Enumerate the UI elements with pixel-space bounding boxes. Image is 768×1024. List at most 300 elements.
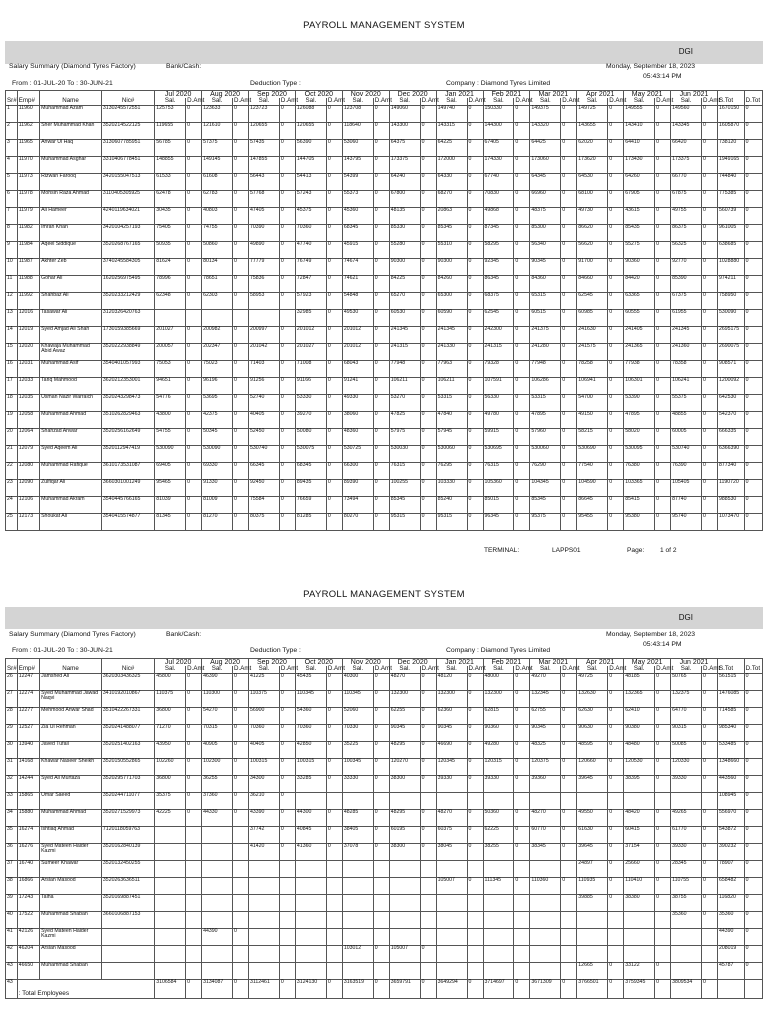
page-value: 1 of 2: [660, 547, 677, 554]
emp-cell: 12058: [17, 411, 39, 428]
deduction-cell: [186, 911, 202, 928]
deduction-cell: 0: [186, 190, 202, 207]
deduction-cell: 0: [608, 479, 624, 496]
salary-cell: [342, 911, 373, 928]
salary-cell: 144300: [483, 122, 514, 139]
name-cell: Muhammad Azam: [40, 105, 102, 122]
deduction-cell: 0: [561, 241, 577, 258]
report-time: 05:43:14 PM: [643, 73, 682, 80]
table-row: [6, 479, 763, 496]
salary-cell: 49280: [483, 741, 514, 758]
deduction-cell: 0: [655, 394, 671, 411]
sal-header: Sal.: [530, 666, 561, 673]
salary-cell: 241345: [436, 326, 467, 343]
sr-cell: 3: [6, 139, 18, 156]
table-row: [6, 428, 763, 445]
salary-cell: 530060: [530, 445, 561, 462]
deduction-total-cell: 0: [744, 224, 762, 241]
salary-cell: [295, 860, 326, 877]
salary-cell: 149375: [530, 105, 561, 122]
salary-cell: 143795: [342, 156, 373, 173]
deduction-total-cell: 0: [655, 979, 671, 998]
table-row: [6, 496, 763, 513]
salary-cell: 241330: [436, 343, 467, 360]
deduction-cell: 0: [608, 173, 624, 190]
deduction-cell: 0: [514, 826, 530, 843]
month-header: Jun 2021: [671, 91, 718, 99]
deduction-cell: [420, 962, 436, 979]
salary-cell: 54700: [577, 394, 608, 411]
name-cell: Sher Muhammad Khan: [40, 122, 102, 139]
salary-cell: 53060: [342, 139, 373, 156]
total-employees-label: : Total Employees: [17, 979, 155, 998]
deduction-cell: [467, 945, 483, 962]
salary-cell: [342, 928, 373, 945]
nic-cell: 3420104257193: [101, 224, 154, 241]
salary-cell: 120315: [483, 758, 514, 775]
deduction-total-cell: 0: [373, 979, 389, 998]
deduction-cell: 0: [467, 156, 483, 173]
deduction-cell: 0: [655, 360, 671, 377]
salary-cell: 58295: [483, 241, 514, 258]
salary-cell: [155, 309, 186, 326]
deduction-cell: 0: [420, 411, 436, 428]
salary-cell: 48120: [436, 673, 467, 690]
nic-cell: 3520162840139: [101, 843, 154, 860]
deduction-cell: 0: [233, 411, 249, 428]
deduction-total-cell: 0: [514, 979, 530, 998]
deduction-cell: 0: [420, 343, 436, 360]
deduction-cell: 0: [655, 258, 671, 275]
salary-cell: 80375: [249, 513, 280, 530]
deduction-cell: 0: [420, 224, 436, 241]
deduction-cell: 0: [655, 275, 671, 292]
salary-cell: 28345: [671, 860, 702, 877]
deduction-cell: 0: [233, 741, 249, 758]
salary-cell: 53315: [436, 394, 467, 411]
deduction-cell: 0: [373, 775, 389, 792]
salary-cell: 42375: [202, 411, 233, 428]
salary-cell: 39330: [671, 843, 702, 860]
salary-cell: 241345: [389, 326, 420, 343]
emp-cell: 12079: [17, 445, 39, 462]
salary-cell: 37078: [342, 843, 373, 860]
deduction-cell: 0: [233, 292, 249, 309]
salary-cell: 61955: [671, 309, 702, 326]
deduction-cell: [186, 309, 202, 326]
deduction-cell: 0: [233, 122, 249, 139]
nic-cell: 3740245584305: [101, 258, 154, 275]
deduction-total-cell: 0: [744, 241, 762, 258]
deduction-cell: 0: [467, 707, 483, 724]
deduction-total-cell: 0: [744, 928, 762, 945]
salary-cell: 47895: [530, 411, 561, 428]
salary-cell: 144705: [295, 156, 326, 173]
deduction-cell: 0: [514, 843, 530, 860]
name-cell: Umar Saeed: [40, 792, 102, 809]
deduction-cell: 0: [467, 292, 483, 309]
salary-cell: 530740: [671, 445, 702, 462]
salary-cell: 57945: [436, 428, 467, 445]
salary-cell: [530, 894, 561, 911]
deduction-cell: [702, 928, 718, 945]
sr-cell: 4: [6, 156, 18, 173]
salary-total-cell: 116820: [717, 894, 744, 911]
deduction-cell: [326, 860, 342, 877]
sal-header: Sal.: [295, 98, 326, 105]
salary-cell: [249, 309, 280, 326]
sr-cell: 29: [6, 724, 18, 741]
deduction-cell: 0: [608, 139, 624, 156]
deduction-cell: 0: [373, 173, 389, 190]
salary-cell: 56330: [483, 394, 514, 411]
deduction-cell: 0: [467, 360, 483, 377]
deduction-cell: 0: [514, 309, 530, 326]
salary-cell: 49890: [249, 241, 280, 258]
deduction-cell: 0: [561, 826, 577, 843]
salary-cell: 241405: [624, 326, 655, 343]
salary-cell: 132300: [436, 690, 467, 707]
total-count: 43: [6, 979, 18, 998]
deduction-cell: 0: [561, 377, 577, 394]
salary-cell: [295, 792, 326, 809]
deduction-cell: 0: [655, 462, 671, 479]
salary-cell: 102300: [202, 758, 233, 775]
deduction-cell: 0: [233, 428, 249, 445]
nic-cell: 3520214522125: [101, 122, 154, 139]
deduction-total-cell: 0: [744, 741, 762, 758]
deduction-cell: 0: [608, 428, 624, 445]
salary-cell: 172000: [436, 156, 467, 173]
salary-cell: 62630: [577, 707, 608, 724]
emp-header: Emp#: [17, 666, 39, 673]
deduction-cell: 0: [561, 343, 577, 360]
deduction-cell: [233, 894, 249, 911]
salary-cell: [389, 792, 420, 809]
salary-cell: 62225: [483, 826, 514, 843]
deduction-cell: 0: [514, 207, 530, 224]
salary-total-cell: 1476085: [717, 690, 744, 707]
deduction-cell: 0: [373, 105, 389, 122]
salary-cell: [671, 962, 702, 979]
salary-cell: 530090: [155, 445, 186, 462]
deduction-cell: 0: [279, 105, 295, 122]
deduction-cell: 0: [186, 105, 202, 122]
deduction-cell: 0: [702, 826, 718, 843]
salary-cell: 47405: [249, 207, 280, 224]
nic-cell: 3520295771703: [101, 775, 154, 792]
salary-cell: 47740: [295, 241, 326, 258]
deduction-cell: 0: [702, 707, 718, 724]
salary-cell: [155, 962, 186, 979]
name-cell: Zulfiqar Ali: [40, 479, 102, 496]
name-cell: Ishtiaq Ahmad: [40, 826, 102, 843]
salary-cell: [483, 792, 514, 809]
salary-cell: 76380: [624, 462, 655, 479]
deduction-cell: 0: [702, 292, 718, 309]
salary-cell: 149145: [202, 156, 233, 173]
deduction-cell: 0: [420, 377, 436, 394]
deduction-cell: 0: [467, 445, 483, 462]
deduction-cell: 0: [420, 292, 436, 309]
salary-cell: 54399: [342, 173, 373, 190]
deduction-total-cell: 0: [744, 139, 762, 156]
salary-cell: 89435: [295, 479, 326, 496]
company-code: DGI: [678, 47, 693, 56]
salary-cell: 57243: [295, 190, 326, 207]
deduction-total-cell: 0: [744, 724, 762, 741]
deduction-cell: 0: [655, 411, 671, 428]
salary-cell: [671, 945, 702, 962]
deduction-cell: [186, 928, 202, 945]
nic-cell: 3520150552865: [101, 758, 154, 775]
salary-cell: [202, 826, 233, 843]
deduction-cell: 0: [467, 428, 483, 445]
deduction-cell: 0: [514, 258, 530, 275]
emp-cell: 16276: [17, 843, 39, 860]
salary-total-cell: 533485: [717, 741, 744, 758]
deduction-cell: 0: [702, 843, 718, 860]
sr-cell: 21: [6, 445, 18, 462]
salary-cell: 111345: [483, 877, 514, 894]
salary-cell: [624, 928, 655, 945]
deduction-cell: 0: [608, 377, 624, 394]
emp-cell: 12173: [17, 513, 39, 530]
salary-cell: 132375: [671, 690, 702, 707]
deduction-cell: 0: [233, 462, 249, 479]
damt-header: D.Amt: [327, 665, 346, 673]
name-cell: Muhammad Ahmad: [40, 411, 102, 428]
salary-cell: [483, 894, 514, 911]
deduction-cell: [279, 860, 295, 877]
salary-cell: 54360: [295, 707, 326, 724]
deduction-cell: 0: [279, 241, 295, 258]
salary-cell: 95315: [436, 513, 467, 530]
salary-cell: 173375: [389, 156, 420, 173]
salary-cell: 90345: [436, 724, 467, 741]
deduction-total-cell: 0: [744, 326, 762, 343]
salary-cell: 49780: [483, 411, 514, 428]
deduction-cell: 0: [655, 809, 671, 826]
salary-total-cell: 877340: [717, 462, 744, 479]
deduction-cell: 0: [514, 462, 530, 479]
salary-cell: 110375: [155, 690, 186, 707]
sr-cell: 31: [6, 758, 18, 775]
deduction-cell: 0: [326, 360, 342, 377]
salary-cell: 84225: [389, 275, 420, 292]
deduction-cell: 0: [326, 241, 342, 258]
deduction-cell: 0: [420, 428, 436, 445]
deduction-cell: 0: [514, 428, 530, 445]
deduction-cell: 0: [561, 843, 577, 860]
salary-total-cell: 390232: [717, 843, 744, 860]
sr-cell: 2: [6, 122, 18, 139]
sal-header: Sal.: [155, 98, 186, 105]
sal-header: Sal.: [295, 666, 326, 673]
salary-cell: 60590: [436, 309, 467, 326]
deduction-cell: 0: [608, 275, 624, 292]
salary-cell: [436, 894, 467, 911]
damt-header: D.Amt: [374, 97, 392, 105]
table-row: [6, 360, 763, 377]
deduction-cell: [373, 911, 389, 928]
salary-cell: 49730: [577, 207, 608, 224]
salary-cell: 76295: [436, 462, 467, 479]
report-date: Monday, September 18, 2023: [606, 631, 696, 638]
company-label: Company : Diamond Tyres Limited: [446, 647, 551, 654]
nic-cell: 3310406778451: [101, 156, 154, 173]
salary-cell: 54776: [155, 394, 186, 411]
deduction-cell: 0: [608, 105, 624, 122]
name-cell: Arslan Masood: [40, 945, 102, 962]
deduction-cell: [702, 945, 718, 962]
deduction-total-cell: 0: [744, 843, 762, 860]
deduction-cell: [373, 792, 389, 809]
salary-cell: 75053: [155, 360, 186, 377]
salary-cell: 123723: [249, 105, 280, 122]
emp-cell: 12090: [17, 479, 39, 496]
salary-cell: 150330: [483, 105, 514, 122]
salary-cell: [202, 843, 233, 860]
nic-cell: 3520222938849: [101, 343, 154, 360]
deduction-cell: 0: [233, 792, 249, 809]
salary-cell: 81345: [155, 513, 186, 530]
table-row: [6, 690, 763, 707]
deduction-cell: 0: [326, 326, 342, 343]
deduction-cell: 0: [279, 122, 295, 139]
deduction-cell: [279, 928, 295, 945]
salary-cell: 76659: [295, 496, 326, 513]
deduction-cell: [514, 928, 530, 945]
emp-cell: 12016: [17, 309, 39, 326]
salary-cell: 61533: [155, 173, 186, 190]
table-row: [6, 741, 763, 758]
salary-cell: 70360: [295, 724, 326, 741]
sr-cell: 22: [6, 462, 18, 479]
deduction-cell: 0: [233, 326, 249, 343]
month-header: Aug 2020: [202, 659, 249, 667]
bank-cash-label: Bank/Cash:: [166, 631, 202, 638]
deduction-cell: 0: [702, 139, 718, 156]
sr-cell: 19: [6, 411, 18, 428]
deduction-cell: 0: [702, 275, 718, 292]
salary-cell: 55375: [671, 394, 702, 411]
salary-cell: 530695: [483, 445, 514, 462]
deduction-cell: [326, 877, 342, 894]
salary-cell: [155, 894, 186, 911]
salary-cell: 48360: [342, 428, 373, 445]
month-header: Nov 2020: [342, 91, 389, 99]
name-cell: Mehmood Anwar Shad: [40, 707, 102, 724]
salary-cell: 75584: [249, 496, 280, 513]
salary-total-cell: 443560: [717, 775, 744, 792]
deduction-cell: 0: [279, 360, 295, 377]
deduction-cell: 0: [233, 724, 249, 741]
deduction-cell: 0: [420, 394, 436, 411]
salary-cell: 81039: [155, 496, 186, 513]
salary-cell: 100315: [295, 758, 326, 775]
sr-cell: 43: [6, 962, 18, 979]
deduction-cell: [373, 894, 389, 911]
nic-cell: 3110405305925: [101, 190, 154, 207]
salary-cell: 530060: [436, 445, 467, 462]
salary-cell: 86375: [671, 224, 702, 241]
emp-cell: 42126: [17, 928, 39, 945]
deduction-cell: 0: [279, 826, 295, 843]
salary-cell: 57375: [202, 139, 233, 156]
deduction-cell: 0: [561, 445, 577, 462]
deduction-cell: 0: [514, 724, 530, 741]
salary-total-cell: 1949165: [717, 156, 744, 173]
deduction-cell: 0: [561, 724, 577, 741]
salary-cell: 64225: [436, 139, 467, 156]
deduction-cell: 0: [233, 445, 249, 462]
salary-cell: 173375: [671, 156, 702, 173]
deduction-cell: 0: [326, 479, 342, 496]
salary-cell: [155, 877, 186, 894]
name-cell: Tariq Mahmood: [40, 377, 102, 394]
salary-cell: 118640: [342, 122, 373, 139]
salary-cell: 90345: [530, 258, 561, 275]
salary-cell: 42850: [295, 741, 326, 758]
month-header: Dec 2020: [389, 659, 436, 667]
salary-cell: 55310: [436, 241, 467, 258]
salary-cell: 62815: [483, 707, 514, 724]
deduction-cell: 0: [279, 707, 295, 724]
deduction-cell: 0: [514, 411, 530, 428]
salary-cell: [483, 928, 514, 945]
salary-cell: 120330: [671, 758, 702, 775]
damt-header: D.Amt: [234, 665, 252, 673]
salary-cell: 68270: [436, 190, 467, 207]
salary-cell: 241315: [389, 343, 420, 360]
salary-cell: 45375: [295, 207, 326, 224]
deduction-cell: 0: [233, 258, 249, 275]
deduction-cell: 0: [373, 724, 389, 741]
sr-cell: 26: [6, 673, 18, 690]
salary-cell: 38755: [671, 894, 702, 911]
deduction-cell: [326, 792, 342, 809]
emp-cell: 11965: [17, 139, 39, 156]
deduction-cell: 0: [326, 411, 342, 428]
table-row: [6, 122, 763, 139]
emp-cell: 12019: [17, 326, 39, 343]
salary-cell: 65300: [436, 292, 467, 309]
salary-cell: 80270: [342, 513, 373, 530]
salary-cell: [483, 962, 514, 979]
salary-cell: 143315: [436, 122, 467, 139]
salary-cell: 60195: [389, 826, 420, 843]
deduction-cell: [186, 826, 202, 843]
salary-cell: 68345: [342, 224, 373, 241]
deduction-cell: [373, 860, 389, 877]
deduction-cell: 0: [186, 224, 202, 241]
salary-cell: 125753: [155, 105, 186, 122]
salary-cell: 67875: [671, 190, 702, 207]
salary-cell: 62545: [483, 309, 514, 326]
month-header: Oct 2020: [295, 659, 342, 667]
report-date: Monday, September 18, 2023: [606, 63, 696, 70]
deduction-cell: 0: [233, 394, 249, 411]
table-row: [6, 139, 763, 156]
deduction-cell: 0: [514, 758, 530, 775]
deduction-cell: 0: [702, 309, 718, 326]
deduction-cell: 0: [326, 843, 342, 860]
salary-total-cell: 988530: [717, 496, 744, 513]
salary-cell: 110360: [530, 877, 561, 894]
deduction-cell: 0: [420, 207, 436, 224]
salary-cell: [342, 894, 373, 911]
